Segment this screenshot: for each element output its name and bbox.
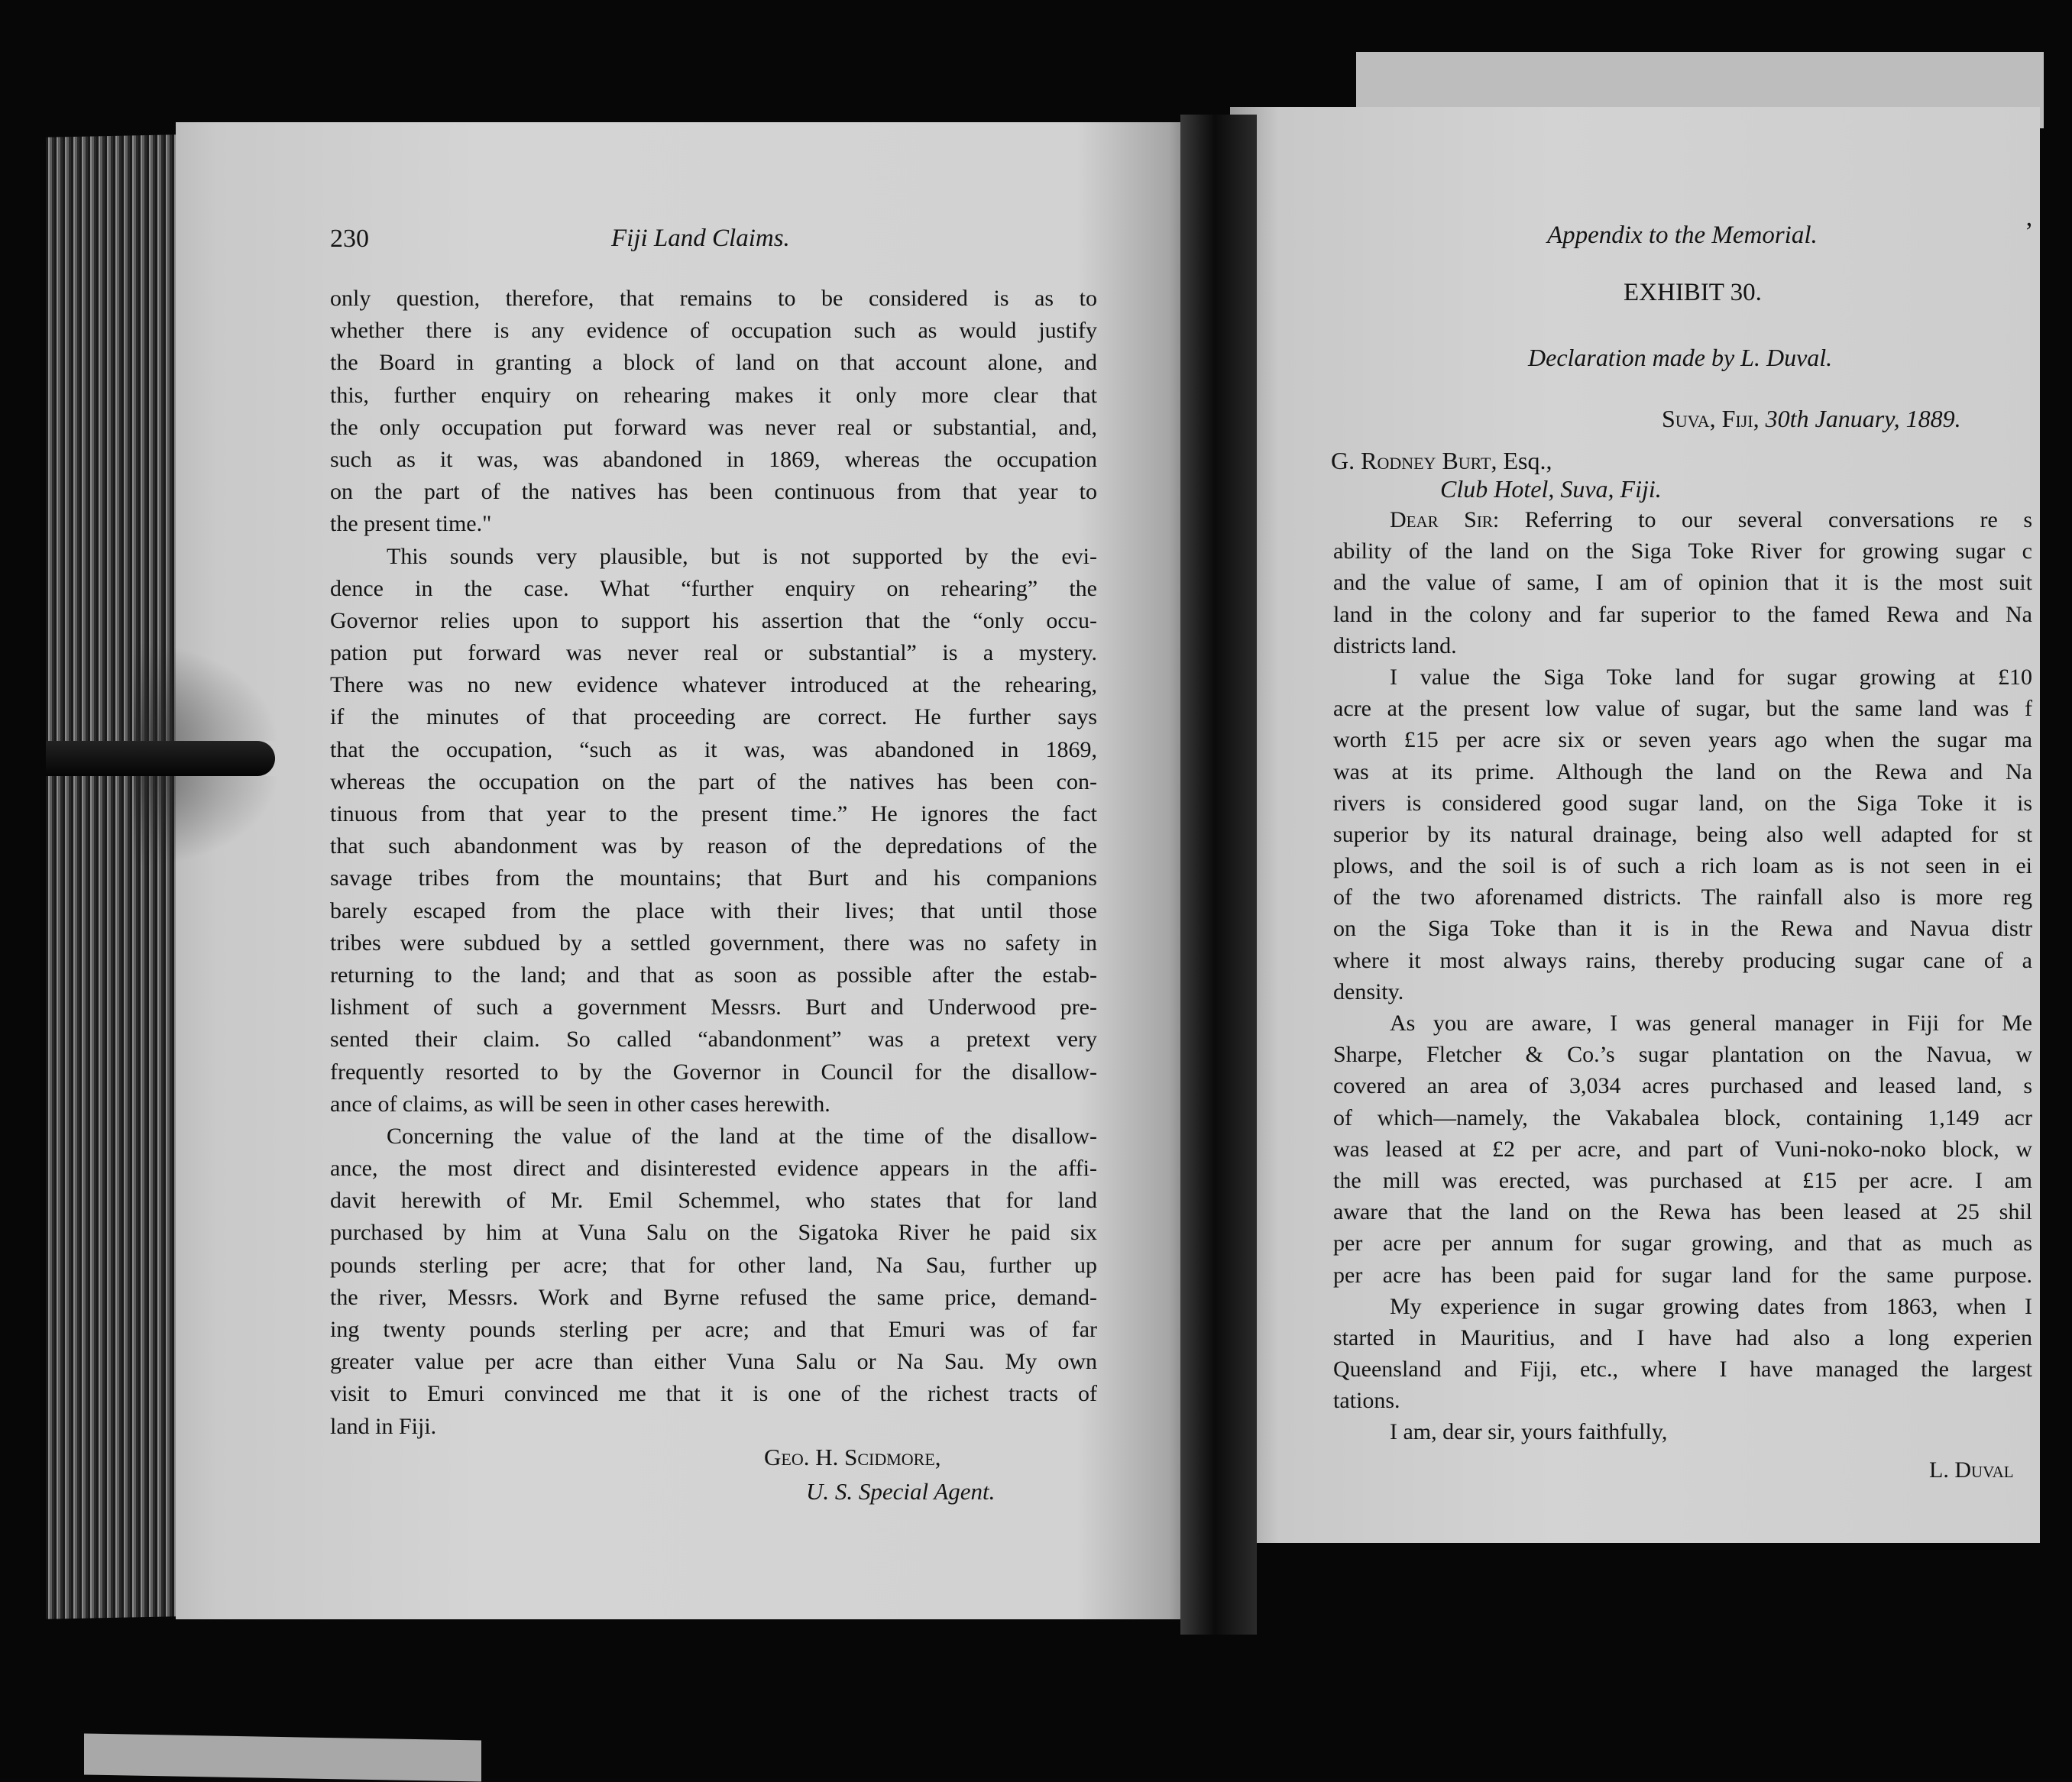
text-line-content: There was no new evidence whatever introduced at the rehearing, bbox=[330, 672, 1097, 698]
text-line-content: of the two aforenamed districts. The rainfall also is more reg bbox=[1333, 885, 2032, 910]
text-line bbox=[1333, 1070, 2032, 1101]
text-line-content: the river, Messrs. Work and Byrne refused the same price, demand- bbox=[330, 1284, 1097, 1310]
left-body-text bbox=[330, 283, 1097, 1443]
text-line bbox=[330, 1282, 1097, 1314]
text-line bbox=[1333, 535, 2032, 567]
text-line-content: whereas the occupation on the part of the natives has been con- bbox=[330, 768, 1097, 794]
text-line bbox=[1333, 661, 2032, 693]
text-line-content: was leased at £2 per acre, and part of Vuni-noko-noko block, w bbox=[1333, 1136, 2032, 1162]
text-line-content: sented their claim. So called “abandonment” was a pretext very bbox=[330, 1027, 1097, 1053]
text-line bbox=[1333, 976, 2032, 1007]
text-line bbox=[1333, 724, 2032, 755]
text-line bbox=[330, 1088, 1097, 1121]
text-line-content: Sharpe, Fletcher & Co.’s sugar plantation on the Navua, w bbox=[1333, 1042, 2032, 1068]
text-line bbox=[1333, 1007, 2032, 1039]
text-line bbox=[1333, 1165, 2032, 1196]
text-line bbox=[330, 380, 1097, 412]
text-line bbox=[1333, 630, 2032, 661]
text-line-content: frequently resorted to by the Governor in Council for the disallow- bbox=[330, 1059, 1097, 1085]
text-line-content: of which—namely, the Vakabalea block, containing 1,149 acr bbox=[1333, 1104, 2032, 1130]
text-line bbox=[330, 734, 1097, 766]
text-line bbox=[1333, 1134, 2032, 1165]
running-head: Fiji Land Claims. bbox=[611, 225, 790, 252]
text-line-content: ance of claims, as will be seen in other cases herewith. bbox=[330, 1091, 830, 1117]
text-line-content: such as it was, was abandoned in 1869, whereas the occupation bbox=[330, 446, 1097, 472]
dateline bbox=[1662, 405, 1961, 433]
text-line bbox=[330, 701, 1097, 733]
book-page-edges bbox=[46, 134, 176, 1619]
bookmark-ribbon bbox=[46, 741, 275, 776]
text-line bbox=[330, 1346, 1097, 1378]
text-line bbox=[1333, 504, 2032, 535]
text-line-content: the only occupation put forward was never real or substantial, and, bbox=[330, 414, 1097, 440]
text-line bbox=[330, 1411, 1097, 1443]
text-line-content: aware that the land on the Rewa has been leased at 25 shil bbox=[1333, 1199, 2032, 1225]
text-line-content: only question, therefore, that remains to be considered is as to bbox=[330, 286, 1097, 311]
text-line bbox=[330, 1217, 1097, 1249]
text-line-content: davit herewith of Mr. Emil Schemmel, who states that for land bbox=[330, 1188, 1097, 1214]
text-line bbox=[330, 315, 1097, 347]
signature-name: Geo. H. Scidmore, bbox=[764, 1444, 941, 1470]
text-line-content: My experience in sugar growing dates from 1863, when I bbox=[1390, 1293, 2032, 1319]
text-line-content: ance, the most direct and disinterested evidence appears in the affi- bbox=[330, 1156, 1097, 1182]
dateline-place: Suva, Fiji, bbox=[1662, 405, 1760, 432]
text-line-content: land in Fiji. bbox=[330, 1413, 437, 1439]
text-line bbox=[330, 1314, 1097, 1346]
text-line-content: was at its prime. Although the land on the Rewa and Na bbox=[1333, 758, 2032, 784]
text-line-content: on the part of the natives has been continuous from that year to bbox=[330, 479, 1097, 505]
text-line-content: on the Siga Toke than it is in the Rewa and Navua distr bbox=[1333, 916, 2032, 942]
text-line-content: I value the Siga Toke land for sugar growing at £10 bbox=[1390, 664, 2032, 690]
text-line-content: that such abandonment was by reason of the depredations of the bbox=[330, 833, 1097, 859]
text-line bbox=[1333, 788, 2032, 819]
text-line bbox=[330, 541, 1097, 573]
bottom-page-strip bbox=[84, 1733, 481, 1781]
text-line-content: barely escaped from the place with their lives; that until those bbox=[330, 897, 1097, 923]
text-line bbox=[330, 862, 1097, 894]
salutation: Dear Sir: bbox=[1390, 507, 1525, 532]
text-line bbox=[330, 476, 1097, 508]
text-line bbox=[330, 1250, 1097, 1282]
text-line-content: rivers is considered good sugar land, on the Siga Toke it is bbox=[1333, 790, 2032, 816]
text-line-content: returning to the land; and that as soon as possible after the estab- bbox=[330, 962, 1097, 988]
addressee-suffix: Esq., bbox=[1503, 447, 1552, 474]
text-line bbox=[1333, 1416, 2032, 1447]
addressee bbox=[1331, 447, 1552, 475]
declaration-title: Declaration made by L. Duval. bbox=[1528, 344, 1833, 371]
right-body-text bbox=[1333, 504, 2032, 1448]
signature-role: U. S. Special Agent. bbox=[806, 1478, 996, 1505]
text-line-content: Governor relies upon to support his assertion that the “only occu- bbox=[330, 607, 1097, 633]
text-line-content: dence in the case. What “further enquiry on rehearing” the bbox=[330, 575, 1097, 601]
text-line-content: acre at the present low value of sugar, but the same land was f bbox=[1333, 696, 2032, 722]
text-line bbox=[330, 927, 1097, 959]
text-line-content: This sounds very plausible, but is not supported by the evi- bbox=[387, 543, 1097, 569]
text-line bbox=[330, 508, 1097, 540]
text-line bbox=[330, 637, 1097, 669]
text-line bbox=[330, 412, 1097, 444]
text-line bbox=[1333, 693, 2032, 724]
text-line bbox=[330, 766, 1097, 798]
text-line-content: ing twenty pounds sterling per acre; and that Emuri was of far bbox=[330, 1317, 1097, 1342]
text-line bbox=[1333, 1291, 2032, 1322]
text-line-content: started in Mauritius, and I have had also a long experien bbox=[1333, 1324, 2032, 1350]
text-line-content: and the value of same, I am of opinion that it is the most suit bbox=[1333, 570, 2032, 596]
text-line bbox=[330, 959, 1097, 991]
text-line-content: that the occupation, “such as it was, was abandoned in 1869, bbox=[330, 736, 1097, 762]
text-line bbox=[330, 830, 1097, 862]
text-line bbox=[330, 1153, 1097, 1185]
text-line bbox=[330, 1024, 1097, 1056]
text-line-content: greater value per acre than either Vuna Salu or Na Sau. My own bbox=[330, 1349, 1097, 1375]
text-line bbox=[330, 669, 1097, 701]
text-line-content: ability of the land on the Siga Toke River for growing sugar c bbox=[1333, 538, 2032, 564]
page-number: 230 bbox=[330, 225, 369, 253]
text-line-content: where it most always rains, thereby producing sugar cane of a bbox=[1333, 947, 2032, 973]
edge-mark: ’ bbox=[2025, 218, 2034, 246]
text-line bbox=[1333, 1102, 2032, 1134]
text-line-content: per acre per annum for sugar growing, and that as much as bbox=[1333, 1231, 2032, 1256]
text-line bbox=[330, 573, 1097, 605]
text-line-content: Queensland and Fiji, etc., where I have managed the largest bbox=[1333, 1357, 2032, 1383]
text-line bbox=[330, 283, 1097, 315]
bookmark-shadow bbox=[134, 776, 279, 868]
text-line bbox=[330, 1185, 1097, 1217]
text-line-content: superior by its natural drainage, being also well adapted for st bbox=[1333, 821, 2032, 847]
text-line-content: covered an area of 3,034 acres purchased and leased land, s bbox=[1333, 1073, 2032, 1099]
text-line bbox=[1333, 1039, 2032, 1070]
addressee-address: Club Hotel, Suva, Fiji. bbox=[1440, 475, 1662, 503]
text-line bbox=[1333, 819, 2032, 850]
text-line bbox=[1333, 913, 2032, 944]
bookmark-shadow bbox=[134, 642, 279, 741]
text-line-content: As you are aware, I was general manager in Fiji for Me bbox=[1390, 1011, 2032, 1036]
text-line-content: pation put forward was never real or substantial” is a mystery. bbox=[330, 640, 1097, 666]
text-line bbox=[1333, 850, 2032, 881]
dateline-date: 30th January, 1889. bbox=[1765, 405, 1961, 432]
running-head: Appendix to the Memorial. bbox=[1547, 222, 1818, 249]
text-line bbox=[330, 895, 1097, 927]
text-line-content: per acre has been paid for sugar land for the same purpose. bbox=[1333, 1262, 2032, 1288]
text-line bbox=[1333, 881, 2032, 913]
text-line bbox=[1333, 1353, 2032, 1385]
text-line-content: if the minutes of that proceeding are correct. He further says bbox=[330, 704, 1097, 730]
text-line-content: I am, dear sir, yours faithfully, bbox=[1390, 1419, 1668, 1445]
text-line-content: lishment of such a government Messrs. Burt and Underwood pre- bbox=[330, 994, 1097, 1020]
addressee-name: G. Rodney Burt, bbox=[1331, 447, 1497, 474]
text-line bbox=[1333, 1385, 2032, 1416]
text-line-content: tribes were subdued by a settled government, there was no safety in bbox=[330, 930, 1097, 956]
text-line bbox=[1333, 599, 2032, 630]
text-line bbox=[330, 1056, 1097, 1088]
text-line-content: the mill was erected, was purchased at £15 per acre. I am bbox=[1333, 1167, 2032, 1193]
text-line-content: Concerning the value of the land at the time of the disallow- bbox=[387, 1123, 1097, 1149]
text-line bbox=[1333, 1260, 2032, 1291]
text-line bbox=[330, 605, 1097, 637]
text-line-content: plows, and the soil is of such a rich loam as is not seen in ei bbox=[1333, 853, 2032, 879]
text-line bbox=[330, 798, 1097, 830]
text-line-content: visit to Emuri convinced me that it is one of the richest tracts of bbox=[330, 1381, 1097, 1407]
text-line bbox=[330, 347, 1097, 379]
text-line-content: density. bbox=[1333, 978, 1404, 1004]
exhibit-title: EXHIBIT 30. bbox=[1624, 279, 1762, 306]
text-line bbox=[1333, 567, 2032, 598]
text-line bbox=[330, 991, 1097, 1024]
text-line bbox=[1333, 1227, 2032, 1259]
text-line-content: whether there is any evidence of occupation such as would justify bbox=[330, 318, 1097, 344]
text-line bbox=[1333, 1196, 2032, 1227]
signature: L. Duval bbox=[1929, 1457, 2014, 1483]
text-line-content: tinuous from that year to the present time.” He ignores the fact bbox=[330, 801, 1097, 826]
text-line-content: purchased by him at Vuna Salu on the Sigatoka River he paid six bbox=[330, 1220, 1097, 1246]
text-line-content: the present time." bbox=[330, 511, 492, 537]
book-gutter bbox=[1180, 115, 1257, 1635]
text-line bbox=[330, 1121, 1097, 1153]
text-line-content: this, further enquiry on rehearing makes it only more clear that bbox=[330, 382, 1097, 408]
text-line-content: tations. bbox=[1333, 1388, 1400, 1414]
text-line bbox=[1333, 945, 2032, 976]
text-line-content: Referring to our several conversations re s bbox=[1524, 507, 2033, 532]
text-line-content: districts land. bbox=[1333, 632, 1457, 658]
text-line-content: pounds sterling per acre; that for other land, Na Sau, further up bbox=[330, 1252, 1097, 1278]
text-line bbox=[330, 1378, 1097, 1410]
text-line-content: the Board in granting a block of land on that account alone, and bbox=[330, 350, 1097, 376]
text-line bbox=[330, 444, 1097, 476]
text-line bbox=[1333, 756, 2032, 788]
text-line-content: land in the colony and far superior to the famed Rewa and Na bbox=[1333, 601, 2032, 627]
text-line-content: savage tribes from the mountains; that Burt and his companions bbox=[330, 865, 1097, 891]
text-line-content: worth £15 per acre six or seven years ago when the sugar ma bbox=[1333, 727, 2032, 753]
text-line bbox=[1333, 1322, 2032, 1353]
